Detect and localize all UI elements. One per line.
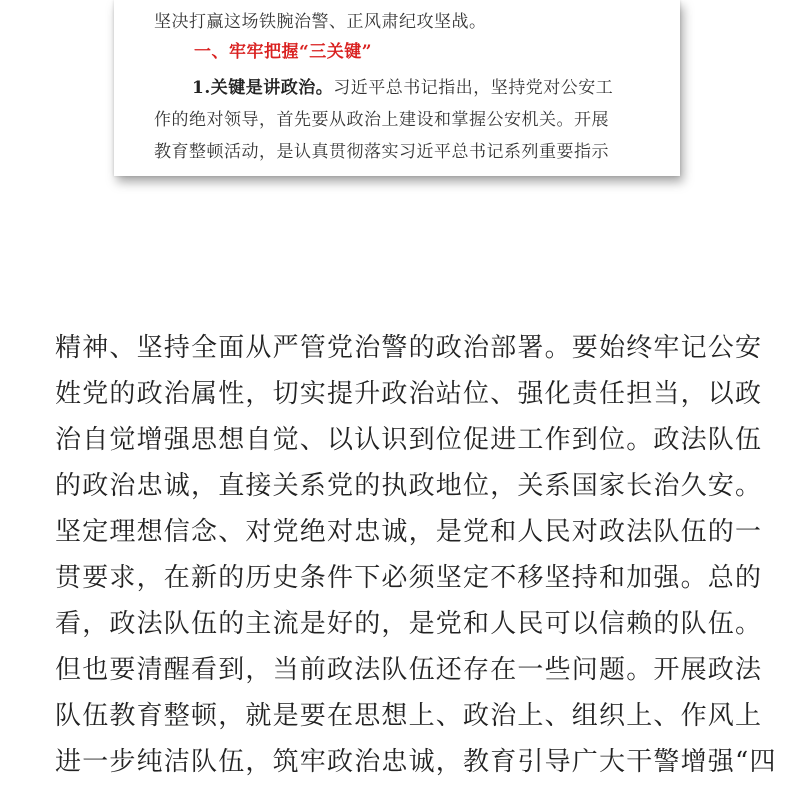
section-heading: 一、牢牢把握“三关键” — [194, 42, 373, 62]
body-line: 贯要求，在新的历史条件下必须坚定不移坚持和加强。总的 — [55, 563, 763, 593]
preview-line-4: 作的绝对领导，首先要从政治上建设和掌握公安机关。开展 — [154, 110, 609, 130]
body-line: 但也要清醒看到，当前政法队伍还存在一些问题。开展政法 — [55, 655, 763, 685]
preview-line-5: 教育整顿活动，是认真贯彻落实习近平总书记系列重要指示 — [154, 142, 609, 162]
body-line: 队伍教育整顿，就是要在思想上、政治上、组织上、作风上 — [55, 701, 763, 731]
body-line: 坚定理想信念、对党绝对忠诚，是党和人民对政法队伍的一 — [55, 517, 763, 547]
body-line: 的政治忠诚，直接关系党的执政地位，关系国家长治久安。 — [55, 471, 763, 501]
preview-line-3 — [192, 76, 613, 100]
preview-line-3-rest: 习近平总书记指出，坚持党对公安工 — [333, 78, 614, 98]
body-paragraph — [55, 325, 777, 785]
subheading-bold: 1.关键是讲政治。 — [192, 78, 334, 98]
body-line: 姓党的政治属性，切实提升政治站位、强化责任担当，以政 — [55, 379, 763, 409]
body-line: 治自觉增强思想自觉、以认识到位促进工作到位。政法队伍 — [55, 425, 763, 455]
body-line: 精神、坚持全面从严管党治警的政治部署。要始终牢记公安 — [55, 333, 763, 363]
body-line: 看，政法队伍的主流是好的，是党和人民可以信赖的队伍。 — [55, 609, 763, 639]
body-line: 进一步纯洁队伍，筑牢政治忠诚，教育引导广大干警增强“四 — [55, 747, 777, 777]
document-preview-card — [114, 0, 680, 176]
preview-line-1: 坚决打赢这场铁腕治警、正风肃纪攻坚战。 — [154, 12, 487, 32]
